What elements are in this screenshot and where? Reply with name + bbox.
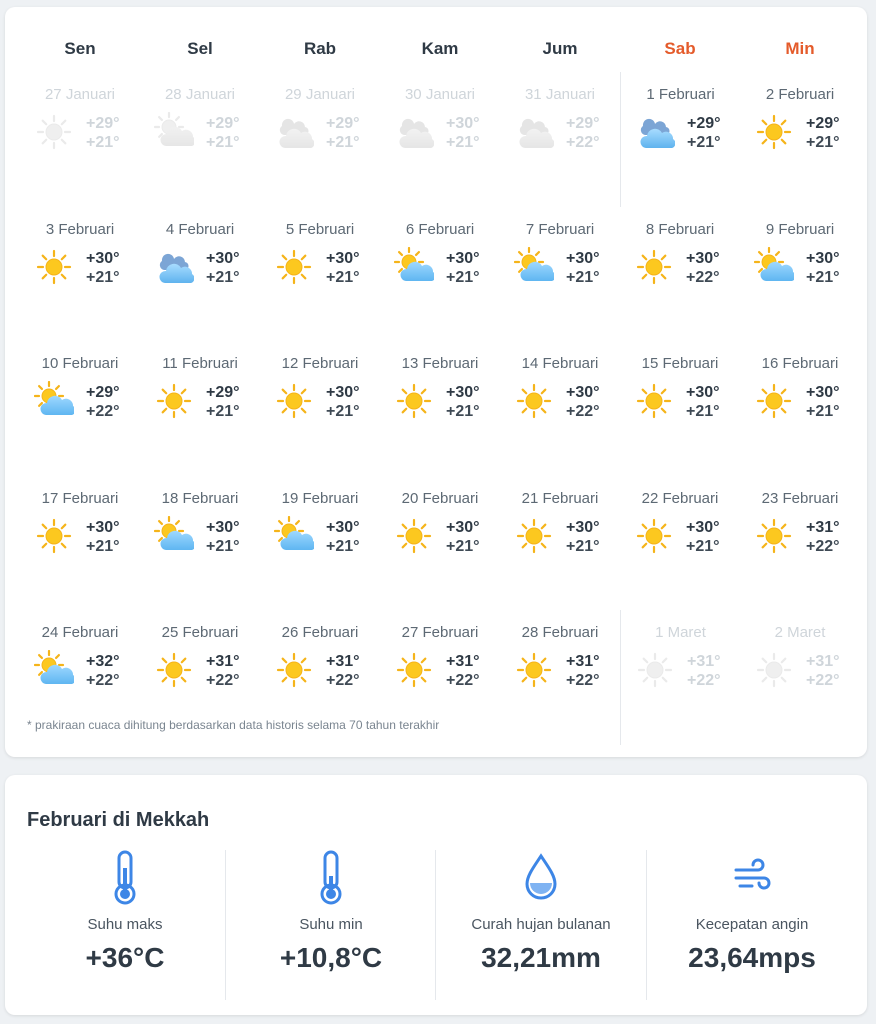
day-low-temp: +21° (446, 403, 480, 420)
day-low-temp: +21° (687, 134, 721, 151)
day-low-temp: +22° (86, 672, 120, 689)
calendar-day[interactable] (380, 207, 500, 342)
day-date: 28 Januari (164, 86, 236, 103)
forecast-calendar-card (5, 7, 867, 757)
calendar-week (20, 476, 860, 611)
weekday-sab: Sab (664, 39, 696, 58)
day-high-temp: +30° (566, 249, 600, 267)
day-date: 1 Maret (655, 624, 706, 641)
day-date: 15 Februari (641, 355, 719, 372)
day-high-temp: +30° (806, 384, 840, 401)
sun-icon (154, 650, 194, 690)
calendar-day[interactable] (620, 610, 740, 745)
day-date: 8 Februari (645, 220, 715, 238)
calendar-day[interactable] (140, 207, 260, 342)
day-date: 12 Februari (281, 355, 359, 372)
calendar-day[interactable] (20, 207, 140, 342)
cloud-icon (394, 112, 434, 152)
sun-icon (754, 516, 794, 556)
sun-cloud-icon (754, 247, 794, 287)
day-low-temp: +21° (206, 403, 240, 420)
day-low-temp: +21° (326, 134, 360, 151)
wind-icon (732, 850, 772, 906)
calendar-day[interactable] (380, 341, 500, 476)
calendar-day[interactable] (620, 341, 740, 476)
stat-thermometer-low (225, 850, 436, 1000)
day-low-temp: +21° (86, 537, 120, 555)
calendar-day[interactable] (140, 72, 260, 207)
day-high-temp: +29° (206, 384, 240, 401)
day-date: 26 Februari (281, 624, 359, 641)
day-high-temp: +31° (806, 518, 840, 536)
weekday-kam: Kam (421, 39, 459, 58)
day-date: 30 Januari (404, 86, 476, 103)
day-date: 23 Februari (761, 489, 839, 507)
day-date: 17 Februari (41, 489, 119, 507)
day-date: 4 Februari (165, 220, 235, 238)
sun-cloud-icon (34, 381, 74, 421)
calendar-day[interactable] (380, 72, 500, 207)
sun-icon (154, 381, 194, 421)
day-date: 2 Maret (774, 624, 826, 641)
stat-label: Kecepatan angin (695, 916, 809, 933)
day-high-temp: +29° (86, 115, 120, 132)
day-low-temp: +21° (806, 268, 840, 286)
day-low-temp: +21° (326, 537, 360, 555)
calendar-day[interactable] (500, 341, 620, 476)
calendar-day[interactable] (620, 72, 740, 207)
calendar-day[interactable] (20, 72, 140, 207)
stat-value: +36°C (85, 942, 165, 973)
day-low-temp: +22° (446, 672, 480, 689)
day-low-temp: +21° (206, 537, 240, 555)
sun-icon (394, 650, 434, 690)
day-date: 27 Januari (44, 86, 116, 103)
cloud-icon (274, 112, 314, 152)
day-date: 5 Februari (285, 220, 355, 238)
day-high-temp: +31° (326, 653, 360, 670)
day-date: 27 Februari (401, 624, 479, 641)
day-date: 16 Februari (761, 355, 839, 372)
weekday-min: Min (785, 39, 815, 58)
day-low-temp: +21° (326, 268, 360, 286)
day-high-temp: +30° (206, 518, 240, 536)
raindrop-icon (521, 850, 561, 906)
sun-icon (634, 516, 674, 556)
calendar-day[interactable] (620, 476, 740, 611)
day-date: 22 Februari (641, 489, 719, 507)
calendar-day[interactable] (740, 610, 860, 745)
sun-icon (34, 247, 74, 287)
sun-icon (514, 650, 554, 690)
sun-cloud-icon (34, 650, 74, 690)
calendar-day[interactable] (140, 341, 260, 476)
day-high-temp: +30° (566, 518, 600, 536)
day-high-temp: +30° (446, 115, 480, 132)
weekday-sel: Sel (187, 39, 213, 58)
day-low-temp: +21° (446, 134, 480, 151)
day-high-temp: +30° (206, 249, 240, 267)
day-high-temp: +30° (806, 249, 840, 267)
day-high-temp: +30° (686, 249, 720, 267)
forecast-footnote: * prakiraan cuaca dihitung berdasarkan data historis selama 70 tahun terakhir (27, 718, 440, 732)
calendar-day[interactable] (500, 72, 620, 207)
day-date: 6 Februari (405, 220, 475, 238)
day-low-temp: +22° (326, 672, 360, 689)
day-date: 9 Februari (765, 220, 835, 238)
day-low-temp: +21° (446, 537, 480, 555)
day-low-temp: +21° (326, 403, 360, 420)
day-date: 7 Februari (525, 220, 595, 238)
calendar-week (20, 72, 860, 207)
stat-value: +10,8°C (279, 942, 383, 973)
day-high-temp: +30° (86, 518, 120, 536)
day-high-temp: +30° (446, 518, 480, 536)
day-high-temp: +30° (326, 384, 360, 401)
cloud-icon (514, 112, 554, 152)
calendar-day[interactable] (20, 341, 140, 476)
day-low-temp: +21° (446, 268, 480, 286)
calendar-grid (20, 72, 860, 745)
sun-icon (34, 516, 74, 556)
day-high-temp: +29° (806, 115, 840, 132)
sun-cloud-icon (274, 516, 314, 556)
calendar-day[interactable] (260, 72, 380, 207)
day-date: 3 Februari (45, 220, 115, 238)
day-high-temp: +29° (566, 115, 600, 132)
sun-cloud-icon (394, 247, 434, 287)
day-high-temp: +30° (326, 518, 360, 536)
day-date: 10 Februari (41, 355, 119, 372)
thermometer-high-icon (105, 850, 145, 906)
day-high-temp: +29° (86, 384, 120, 401)
sun-icon (274, 650, 314, 690)
calendar-day[interactable] (620, 207, 740, 342)
day-low-temp: +21° (206, 134, 240, 151)
day-date: 13 Februari (401, 355, 479, 372)
calendar-day[interactable] (260, 476, 380, 611)
day-date: 25 Februari (161, 624, 239, 641)
stat-label: Curah hujan bulanan (471, 916, 611, 933)
day-high-temp: +30° (86, 249, 120, 267)
day-date: 11 Februari (162, 355, 238, 372)
sun-cloud-icon (154, 112, 194, 152)
day-low-temp: +21° (806, 403, 840, 420)
stat-wind (646, 850, 857, 1000)
stat-raindrop (435, 850, 646, 1000)
day-date: 18 Februari (161, 489, 239, 507)
day-date: 31 Januari (524, 86, 596, 103)
day-date: 29 Januari (284, 86, 356, 103)
sun-icon (634, 381, 674, 421)
day-low-temp: +21° (686, 403, 720, 420)
calendar-day[interactable] (20, 476, 140, 611)
calendar-day[interactable] (740, 341, 860, 476)
weekday-sen: Sen (64, 39, 96, 58)
calendar-day[interactable] (740, 72, 860, 207)
sun-icon (754, 650, 794, 690)
stat-thermometer-high (20, 850, 230, 1000)
stat-label: Suhu maks (87, 916, 163, 933)
day-low-temp: +22° (566, 134, 600, 151)
day-high-temp: +30° (566, 384, 600, 401)
day-high-temp: +31° (806, 653, 840, 670)
day-low-temp: +21° (566, 268, 600, 286)
sun-icon (34, 112, 74, 152)
calendar-day[interactable] (500, 610, 620, 745)
sun-cloud-icon (514, 247, 554, 287)
sun-icon (514, 516, 554, 556)
calendar-day[interactable] (500, 207, 620, 342)
day-low-temp: +21° (206, 268, 240, 286)
day-low-temp: +21° (566, 537, 600, 555)
day-high-temp: +30° (326, 249, 360, 267)
calendar-week (20, 207, 860, 342)
day-date: 2 Februari (765, 86, 835, 103)
sun-icon (274, 381, 314, 421)
weekday-jum: Jum (542, 39, 578, 58)
day-low-temp: +21° (806, 134, 840, 151)
day-low-temp: +22° (566, 672, 600, 689)
weekday-rab: Rab (303, 39, 337, 58)
sun-icon (635, 650, 675, 690)
day-low-temp: +22° (566, 403, 600, 420)
day-low-temp: +22° (206, 672, 240, 689)
day-low-temp: +21° (686, 537, 720, 555)
day-low-temp: +22° (686, 268, 720, 286)
day-high-temp: +29° (326, 115, 360, 132)
sun-icon (514, 381, 554, 421)
day-date: 1 Februari (646, 86, 715, 103)
day-high-temp: +31° (446, 653, 480, 670)
day-high-temp: +31° (566, 653, 600, 670)
thermometer-low-icon (311, 850, 351, 906)
calendar-day[interactable] (260, 341, 380, 476)
calendar-day[interactable] (260, 207, 380, 342)
sun-icon (394, 516, 434, 556)
cloud-icon (635, 112, 675, 152)
sun-cloud-icon (154, 516, 194, 556)
day-low-temp: +21° (86, 134, 120, 151)
sun-icon (274, 247, 314, 287)
day-high-temp: +30° (446, 249, 480, 267)
stat-value: 23,64mps (688, 942, 816, 973)
stat-value: 32,21mm (481, 942, 601, 973)
day-low-temp: +22° (806, 672, 840, 689)
day-date: 21 Februari (521, 489, 599, 507)
day-high-temp: +30° (686, 384, 720, 401)
stat-label: Suhu min (299, 916, 363, 933)
calendar-day[interactable] (740, 207, 860, 342)
day-high-temp: +31° (206, 653, 240, 670)
month-stats-card (5, 775, 867, 1015)
day-low-temp: +22° (86, 403, 120, 420)
day-high-temp: +32° (86, 653, 120, 670)
stats-title: Februari di Mekkah (27, 809, 210, 831)
day-date: 20 Februari (401, 489, 479, 507)
day-high-temp: +31° (687, 653, 721, 670)
day-low-temp: +21° (86, 268, 120, 286)
sun-icon (634, 247, 674, 287)
cloud-icon (154, 247, 194, 287)
weekday-header (20, 39, 860, 63)
sun-icon (394, 381, 434, 421)
day-high-temp: +30° (686, 518, 720, 536)
day-date: 28 Februari (521, 624, 599, 641)
calendar-day[interactable] (140, 476, 260, 611)
day-date: 24 Februari (41, 624, 119, 641)
sun-icon (754, 381, 794, 421)
calendar-day[interactable] (740, 476, 860, 611)
day-high-temp: +30° (446, 384, 480, 401)
day-low-temp: +22° (687, 672, 721, 689)
calendar-week (20, 341, 860, 476)
day-high-temp: +29° (687, 115, 721, 132)
calendar-day[interactable] (380, 476, 500, 611)
sun-icon (754, 112, 794, 152)
calendar-day[interactable] (500, 476, 620, 611)
day-low-temp: +22° (806, 537, 840, 555)
day-date: 14 Februari (521, 355, 599, 372)
day-high-temp: +29° (206, 115, 240, 132)
day-date: 19 Februari (281, 489, 359, 507)
